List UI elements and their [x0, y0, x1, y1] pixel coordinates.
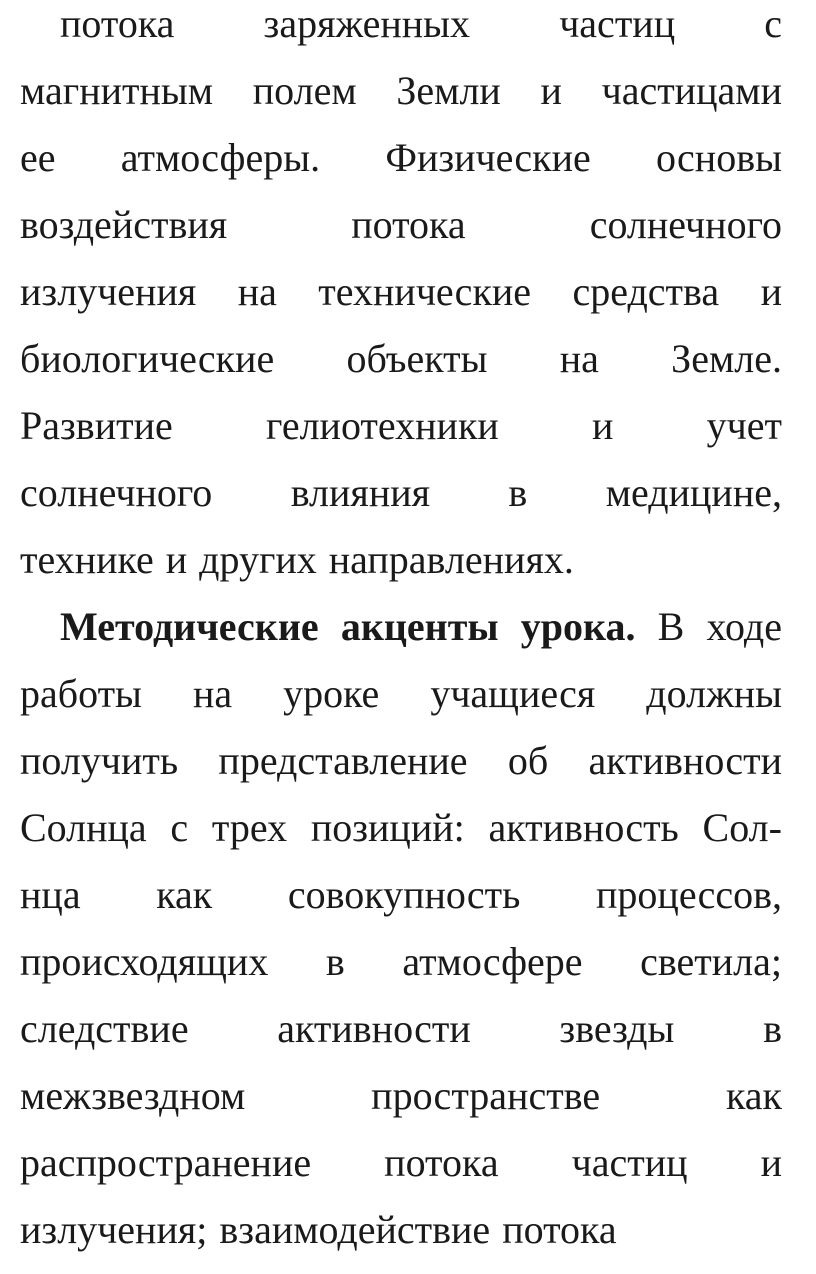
word: межзвездном	[20, 1073, 246, 1118]
word: активности	[277, 1006, 471, 1051]
word: и	[760, 269, 782, 314]
word: следствие	[20, 1006, 189, 1051]
word: Развитие	[20, 403, 173, 448]
text-line	[20, 727, 782, 794]
word: магнитным	[20, 68, 214, 113]
text-line	[20, 794, 782, 861]
text-line	[20, 392, 782, 459]
text-line	[20, 928, 782, 995]
word: Сол-	[702, 805, 782, 850]
text-line	[20, 995, 782, 1062]
word: уроке	[283, 671, 380, 716]
text-line	[20, 861, 782, 928]
word: как	[725, 1073, 782, 1118]
word: об	[507, 738, 549, 783]
word: атмосферы.	[120, 135, 321, 180]
bold-word: акценты	[340, 604, 499, 649]
word: излучения	[20, 269, 197, 314]
word: частиц	[571, 1140, 688, 1185]
word: потока	[502, 1207, 617, 1252]
word: биологические	[20, 336, 275, 381]
document-page	[20, 0, 782, 1263]
bold-word: урока.	[520, 604, 636, 649]
word: солнечного	[20, 470, 213, 515]
word: гелиотехники	[265, 403, 499, 448]
word: влияния	[290, 470, 431, 515]
word: распространение	[20, 1140, 312, 1185]
word: полем	[252, 68, 357, 113]
word: технике	[20, 537, 154, 582]
word: средства	[572, 269, 720, 314]
word: в	[763, 1006, 782, 1051]
word: В	[657, 604, 685, 649]
word: частицами	[601, 68, 782, 113]
text-line	[20, 459, 782, 526]
word: ходе	[706, 604, 782, 649]
text-line	[20, 191, 782, 258]
word: и	[540, 68, 562, 113]
word: потока	[384, 1140, 499, 1185]
text-line	[20, 1129, 782, 1196]
word: направлениях.	[328, 537, 574, 582]
word: совокупность	[287, 872, 521, 917]
word: на	[192, 671, 233, 716]
word: учет	[706, 403, 782, 448]
word: Земле.	[671, 336, 782, 381]
paragraph-1	[20, 0, 782, 593]
word: получить	[20, 738, 179, 783]
word: Земли	[396, 68, 501, 113]
word: и	[592, 403, 614, 448]
word: взаимодействие	[219, 1207, 491, 1252]
word: и	[165, 537, 188, 582]
word: частиц	[559, 1, 676, 46]
word: светила;	[640, 939, 782, 984]
word: с	[170, 805, 189, 850]
word: звезды	[559, 1006, 675, 1051]
text-line	[20, 1062, 782, 1129]
text-line	[20, 57, 782, 124]
bold-word: Методические	[60, 604, 319, 649]
word: атмосфере	[402, 939, 583, 984]
word: солнечного	[589, 202, 782, 247]
word: в	[508, 470, 528, 515]
word: процессов,	[596, 872, 782, 917]
text-line	[20, 1196, 782, 1263]
word: объекты	[346, 336, 488, 381]
word: позиций:	[310, 805, 465, 850]
word: трех	[211, 805, 288, 850]
word: ее	[20, 135, 56, 180]
word: воздействия	[20, 202, 228, 247]
text-line	[20, 593, 782, 660]
word: основы	[656, 135, 782, 180]
word: активности	[588, 738, 782, 783]
text-line	[20, 124, 782, 191]
text-line	[20, 258, 782, 325]
word: как	[156, 872, 213, 917]
word: потока	[60, 1, 175, 46]
word: технические	[318, 269, 532, 314]
word: Физические	[385, 135, 591, 180]
word: работы	[20, 671, 142, 716]
word: излучения;	[20, 1207, 208, 1252]
word: учащиеся	[430, 671, 596, 716]
word: заряженных	[263, 1, 471, 46]
word: на	[559, 336, 599, 381]
word: на	[237, 269, 277, 314]
word: потока	[351, 202, 466, 247]
text-line	[20, 660, 782, 727]
text-line	[20, 0, 782, 57]
word: других	[199, 537, 317, 582]
word: активность	[488, 805, 679, 850]
word: нца	[20, 872, 81, 917]
word: и	[760, 1140, 782, 1185]
word: медицине,	[605, 470, 782, 515]
word: пространстве	[371, 1073, 601, 1118]
text-line	[20, 526, 782, 593]
word: Солнца	[20, 805, 147, 850]
word: представление	[218, 738, 468, 783]
word: должны	[646, 671, 782, 716]
word: в	[325, 939, 345, 984]
text-line	[20, 325, 782, 392]
word: с	[764, 1, 782, 46]
paragraph-2	[20, 593, 782, 1263]
word: происходящих	[20, 939, 269, 984]
